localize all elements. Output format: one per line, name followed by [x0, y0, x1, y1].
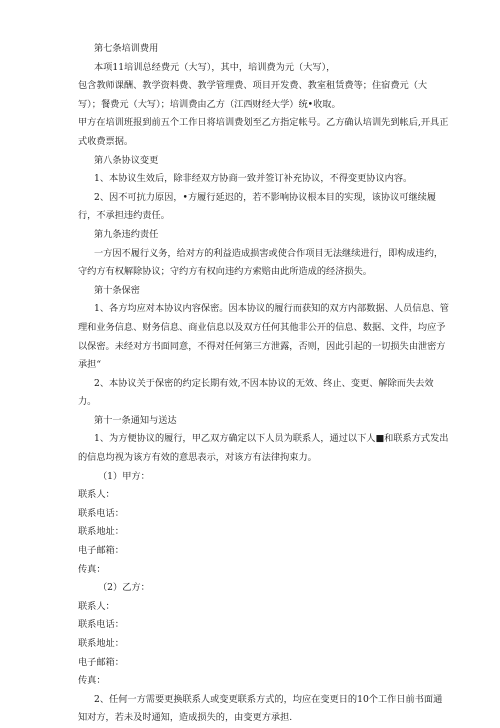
- text-line: 守约方有权解除协议；守约方有权向违约方索赔由此所造成的经济损失。: [78, 266, 372, 278]
- text-line: 知对方，若未及时通知，造成损失的，由变更方承担.: [78, 712, 293, 724]
- text-line: 1、各方均应对本协议内容保密。因本协议的履行而获知的双方内部数据、人员信息、管: [94, 303, 449, 315]
- text-line: 第九条违约责任: [94, 228, 159, 240]
- text-line: 电子邮箱：: [78, 656, 124, 668]
- text-line: 2、本协议关于保密的约定长期有效,不因本协议的无效、终止、变更、解除而失去效: [94, 377, 434, 389]
- text-line: （2）乙方：: [98, 582, 150, 594]
- text-line: 甲方在培训班报到前五个工作日将培训费划至乙方指定帐号。乙方确认培训先到帐后,开具正: [78, 117, 449, 129]
- text-line: 联系电话：: [78, 619, 124, 631]
- text-line: 联系人：: [78, 600, 115, 612]
- document-body: [78, 40, 450, 728]
- text-line: 行，不承担违约责任。: [78, 210, 170, 222]
- text-line: 联系地址：: [78, 638, 124, 649]
- text-line: （1）甲方：: [98, 470, 150, 482]
- text-line: 力。: [78, 396, 97, 408]
- text-line: 理和业务信息、财务信息、商业信息以及双方任何其他非公开的信息、数据、文件，均应予: [78, 321, 446, 333]
- text-line: 1、本协议生效后，除非经双方协商一致并签订补充协议，不得变更协议内容。: [94, 173, 413, 185]
- text-line: 包含教师课酬、教学资料费、教学管理费、项目开发费、教室租赁费等；住宿费元（大: [78, 80, 428, 92]
- text-line: 联系人：: [78, 489, 115, 501]
- text-line: 联系地址：: [78, 526, 124, 538]
- text-line: 的信息均视为该方有效的意思表示，对该方有法律拘束力。: [78, 452, 317, 464]
- text-line: 第八条协议变更: [94, 154, 159, 166]
- text-line: 传真：: [78, 563, 106, 575]
- text-line: 一方因不履行义务，给对方的利益造成损害或使合作项目无法继续进行，即构成违约，: [94, 247, 444, 259]
- text-line: 第七条培训费用: [94, 43, 159, 54]
- text-line: 2、因不可抗力原因，•方履行延迟的，若不影响协议根本目的实现，该协议可继续履: [94, 191, 437, 203]
- text-line: 1、为方便协议的履行，甲乙双方确定以下人员为联系人，通过以下人■和联系方式发出: [94, 433, 449, 445]
- text-line: 承担“: [78, 359, 102, 371]
- text-line: 第十一条通知与送达: [94, 414, 177, 426]
- text-line: 联系电话：: [78, 507, 124, 519]
- text-line: 以保密。未经对方书面同意，不得对任何第三方泄露，否则，因此引起的一切损失由泄密方: [78, 340, 446, 352]
- text-line: 本项11培训总经费元（大写），其中，培训费为元（大写），: [94, 61, 336, 73]
- text-line: 2、任何一方需要更换联系人或变更联系方式的，均应在变更日的10个工作日前书面通: [94, 693, 443, 705]
- text-line: 传真：: [78, 675, 106, 687]
- text-line: 电子邮箱：: [78, 545, 124, 557]
- text-line: 写）；餐费元（大写）；培训费由乙方（江西财经大学）统•收取。: [78, 98, 341, 110]
- text-line: 第十条保密: [94, 284, 140, 296]
- text-line: 式收费票据。: [78, 135, 134, 147]
